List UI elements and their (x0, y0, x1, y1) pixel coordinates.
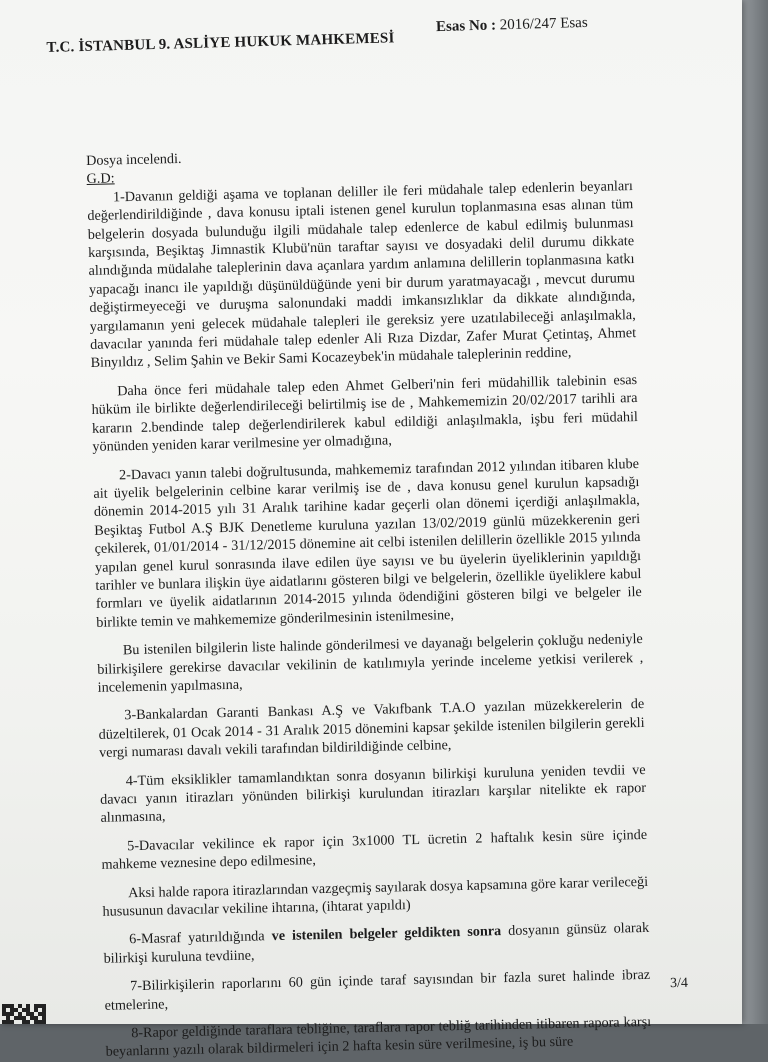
document-header (46, 14, 607, 60)
case-number-label: Esas No : (435, 17, 497, 36)
paragraph-9-end: dosyanın günsüz olarak bilirkişi kuruluna tevdiine, (103, 920, 650, 967)
paragraph-6: 4-Tüm eksiklikler tamamlandıktan sonra dosyanın bilirkişi kuruluna yeniden tevdii ve davacı yanın itirazları yönünden bilirkişi kurulundan itirazları karşılar nitelikte ek rapor alınmasına, (99, 761, 647, 827)
paragraph-4: Bu istenilen bilgilerin liste halinde gönderilmesi ve dayanağı belgelerin çokluğu nedeniyle bilirkişilere gerekirse davacılar vekilinin de katılımıyla yerinde inceleme yetkisi verilerek , incelemenin yapılmasına, (97, 631, 644, 696)
paragraph-11: 8-Rapor geldiğinde taraflara tebliğine, taraflara rapor tebliğ tarihinden itibaren rapora karşı beyanlarını yazılı olarak bildirmeleri için 2 hafta kesin süre verilmesine, iş bu süre (105, 1013, 652, 1061)
document-body (86, 140, 652, 1062)
paragraph-1: 1-Davanın geldiği aşama ve toplanan deliller ile feri müdahale talep edenlerin beyanları değerlendirildiğinde , dava konusu iptali istenen genel kurulun toplanmasına esas alınan tüm belgelerin dosyada bulunduğu ilgili müdahale talep edenlerce de kabul edilmiş bulunması karşısında, Beşiktaş Jimnastik Klubü'nün taraftar sayısı ve dosyadaki delil durumu dikkate alındığında müdalahe taleplerinin dava açanlara yardım anlamına delillerin toplanmasına katkı yapacağı inancı ile yapıldığı düşünüldüğünde yeni bir durum yaratmayacağı , mevcut durumu değiştirmeyeceği ve duruşma salonundaki maddi imkansızlıklar da dikkate alındığında, yargılamanın yeni gelecek müdahale talepleri ile gereksiz yere uzatılabileceği anlaşılmakla, davacılar yanında feri müdahale talep edenler Ali Rıza Dizdar, Zafer Murat Çetintaş, Ahmet Binyıldız , Selim Şahin ve Bekir Sami Kocazeybek'in müdahale taleplerinin reddine, (87, 177, 637, 372)
paragraph-7: 5-Davacılar vekilince ek rapor için 3x1000 TL ücretin 2 haftalık kesin süre içinde mahkeme veznesine depo edilmesine, (101, 826, 648, 874)
paragraph-3: 2-Davacı yanın talebi doğrultusunda, mahkememiz tarafından 2012 yılından itibaren klube ait üyelik belgelerinin celbine karar verilmiş ise de , dava konusu genel kurulun kapsadığı dönemin 2014-2015 yılı 31 Aralık tarihine kadar geçerli olan dönemi içerdiği anlaşılmakla, Beşiktaş Futbol A.Ş BJK Denetleme kuruluna yazılan 13/02/2019 günlü müzekkerenin geri çekilerek, 01/01/2014 - 31/12/2015 dönemine ait celbi istenilen delillerin özellikle 2015 yılında yapılan genel kurul sonrasında ilave edilen üye sayısı ve bu üyelerin üyeliklerinin yapıldığı tarihler ve bunlara ilişkin üye aidatlarını gösteren bilgi ve belgelerin, özellikle üyeliklere kabul formları ve üyelik aidatlarının 2014-2015 yılında ödendiğini gösteren bilgi ve belgeler ile birlikte temin ve mahkememize gönderilmesinin istenilmesine, (93, 455, 642, 631)
paragraph-8: Aksi halde rapora itirazlarından vazgeçmiş sayılarak dosya kapsamına göre karar verileceği hususunun davacılar vekiline ihtarına, (ihtarat yapıldı) (102, 873, 649, 920)
paragraph-9 (103, 919, 650, 968)
opening-line: Dosya incelendi. (86, 150, 182, 169)
case-number-value: 2016/247 Esas (499, 14, 588, 34)
qr-code-icon (2, 1004, 46, 1024)
paragraph-9-bold: ve istenilen belgeler geldikten sonra (271, 923, 502, 945)
court-name: T.C. İSTANBUL 9. ASLİYE HUKUK MAHKEMESİ (46, 30, 395, 56)
page-number: 3/4 (669, 975, 689, 992)
paragraph-9-start: 6-Masraf yatırıldığında (129, 928, 272, 948)
case-number (436, 15, 588, 36)
paragraph-10: 7-Bilirkişilerin raporlarını 60 gün içinde taraf sayısından bir fazla suret halinde ibraz etmelerine, (104, 967, 651, 1014)
paragraph-5: 3-Bankalardan Garanti Bankası A.Ş ve Vakıfbank T.A.O yazılan müzekkerelerin de düzeltilerek, 01 Ocak 2014 - 31 Aralık 2015 dönemini kapsar şekilde istenilen bilgilerin gerekli vergi numarası davalı vekili tarafından bildirildiğinde celbine, (98, 696, 645, 762)
gd-heading: G.D: (86, 170, 115, 188)
paragraph-2: Daha önce feri müdahale talep eden Ahmet Gelberi'nin feri müdahillik talebinin esas hüküm ile birlikte değerlendirileceği belirtilmiş ise de , Mahkememizin 20/02/2017 tarihli ara kararın 2.bendinde talep değerlendirilerek kabul edildiği anlaşılmakla, işbu feri müdahil yönünden yeniden karar verilmesine yer olmadığına, (91, 371, 639, 456)
